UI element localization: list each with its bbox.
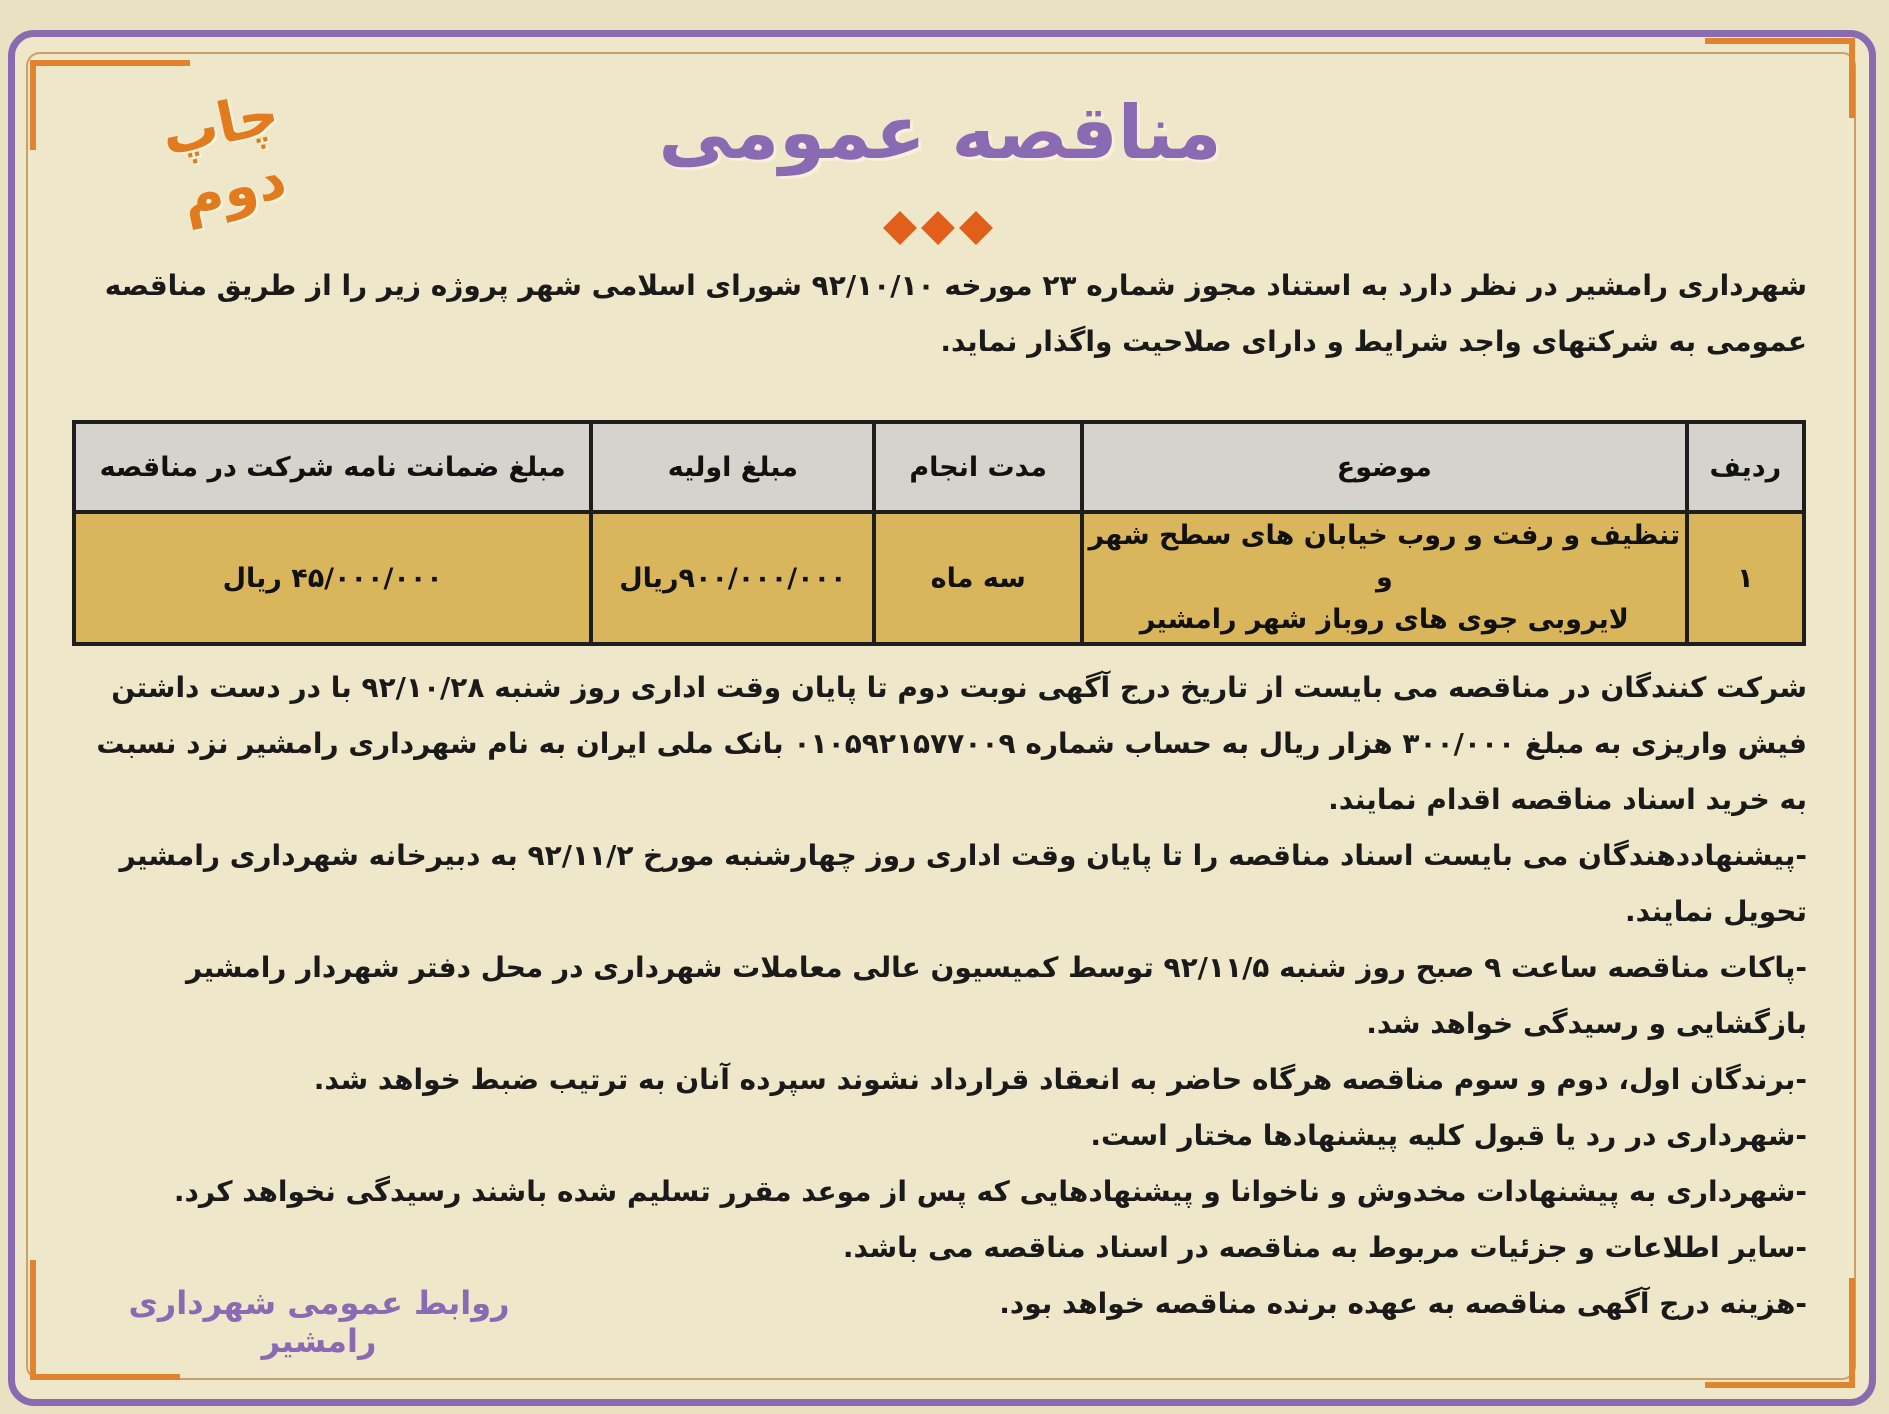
header-row-number: ردیف xyxy=(1687,422,1804,512)
conditions-list xyxy=(67,660,1807,1332)
condition-item: -شهرداری در رد یا قبول کلیه پیشنهادها مختار است. xyxy=(1090,1119,1807,1152)
subject-line: تنظیف و رفت و روب خیابان های سطح شهر و xyxy=(1088,520,1681,593)
diamond-icon xyxy=(921,211,955,245)
condition-item: -شهرداری به پیشنهادات مخدوش و ناخوانا و پیشنهادهایی که پس از موعد مقرر تسلیم شده باشند رسیدگی نخواهد کرد. xyxy=(173,1175,1807,1208)
corner-accent xyxy=(1849,38,1855,118)
diamond-icon xyxy=(883,211,917,245)
header-initial-price: مبلغ اولیه xyxy=(591,422,874,512)
condition-item: -برندگان اول، دوم و سوم مناقصه هرگاه حاضر به انعقاد قرارداد نشوند سپرده آنان به ترتیب ضبط خواهد شد. xyxy=(313,1063,1807,1096)
table-row xyxy=(74,512,1804,644)
corner-accent xyxy=(30,60,190,66)
condition-item: -پیشنهاددهندگان می بایست اسناد مناقصه را تا پایان وقت اداری روز چهارشنبه مورخ ۹۲/۱۱/۲ به دبیرخانه شهرداری رامشیر تحویل نمایند. xyxy=(119,839,1807,928)
corner-accent xyxy=(1849,1278,1855,1388)
corner-accent xyxy=(1705,38,1855,44)
cell-initial-price: ۹۰۰/۰۰۰/۰۰۰ریال xyxy=(591,512,874,644)
header-guarantee: مبلغ ضمانت نامه شرکت در مناقصه xyxy=(74,422,591,512)
tender-table xyxy=(72,420,1806,646)
ornament-diamonds xyxy=(880,210,1000,250)
intro-paragraph: شهرداری رامشیر در نظر دارد به استناد مجوز شماره ۲۳ مورخه ۹۲/۱۰/۱۰ شورای اسلامی شهر پروژه زیر را از طریق مناقصه عمومی به شرکتهای واجد شرایط و دارای صلاحیت واگذار نماید. xyxy=(104,269,1807,358)
header-subject: موضوع xyxy=(1082,422,1687,512)
condition-item: -هزینه درج آگهی مناقصه به عهده برنده مناقصه خواهد بود. xyxy=(999,1287,1807,1320)
corner-accent xyxy=(30,1374,180,1380)
diamond-icon xyxy=(959,211,993,245)
header-duration: مدت انجام xyxy=(874,422,1082,512)
page-title: مناقصه عمومی xyxy=(658,90,1222,176)
table-header-row xyxy=(74,422,1804,512)
cell-subject xyxy=(1082,512,1687,644)
cell-row-number: ۱ xyxy=(1687,512,1804,644)
edition-stamp: چاپ دوم xyxy=(156,80,292,232)
condition-item: -سایر اطلاعات و جزئیات مربوط به مناقصه در اسناد مناقصه می باشد. xyxy=(842,1231,1807,1264)
cell-duration: سه ماه xyxy=(874,512,1082,644)
subject-line: لایروبی جوی های روباز شهر رامشیر xyxy=(1139,604,1629,635)
condition-item: -پاکات مناقصه ساعت ۹ صبح روز شنبه ۹۲/۱۱/۵ توسط کمیسیون عالی معاملات شهرداری در محل دفتر شهردار رامشیر بازگشایی و رسیدگی خواهد شد. xyxy=(186,951,1807,1040)
cell-guarantee: ۴۵/۰۰۰/۰۰۰ ریال xyxy=(74,512,591,644)
corner-accent xyxy=(30,60,36,150)
corner-accent xyxy=(1705,1382,1855,1388)
signature: روابط عمومی شهرداری رامشیر xyxy=(128,1284,510,1360)
condition-item: شرکت کنندگان در مناقصه می بایست از تاریخ درج آگهی نوبت دوم تا پایان وقت اداری روز شنبه ۹۲/۱۰/۲۸ با در دست داشتن فیش واریزی به مبلغ ۳۰۰/۰۰۰ هزار ریال به حساب شماره ۰۱۰۵۹۲۱۵۷۷۰۰۹ بانک ملی ایران به نام شهرداری رامشیر نزد نسبت به خرید اسناد مناقصه اقدام نمایند. xyxy=(96,671,1807,816)
corner-accent xyxy=(30,1260,36,1380)
